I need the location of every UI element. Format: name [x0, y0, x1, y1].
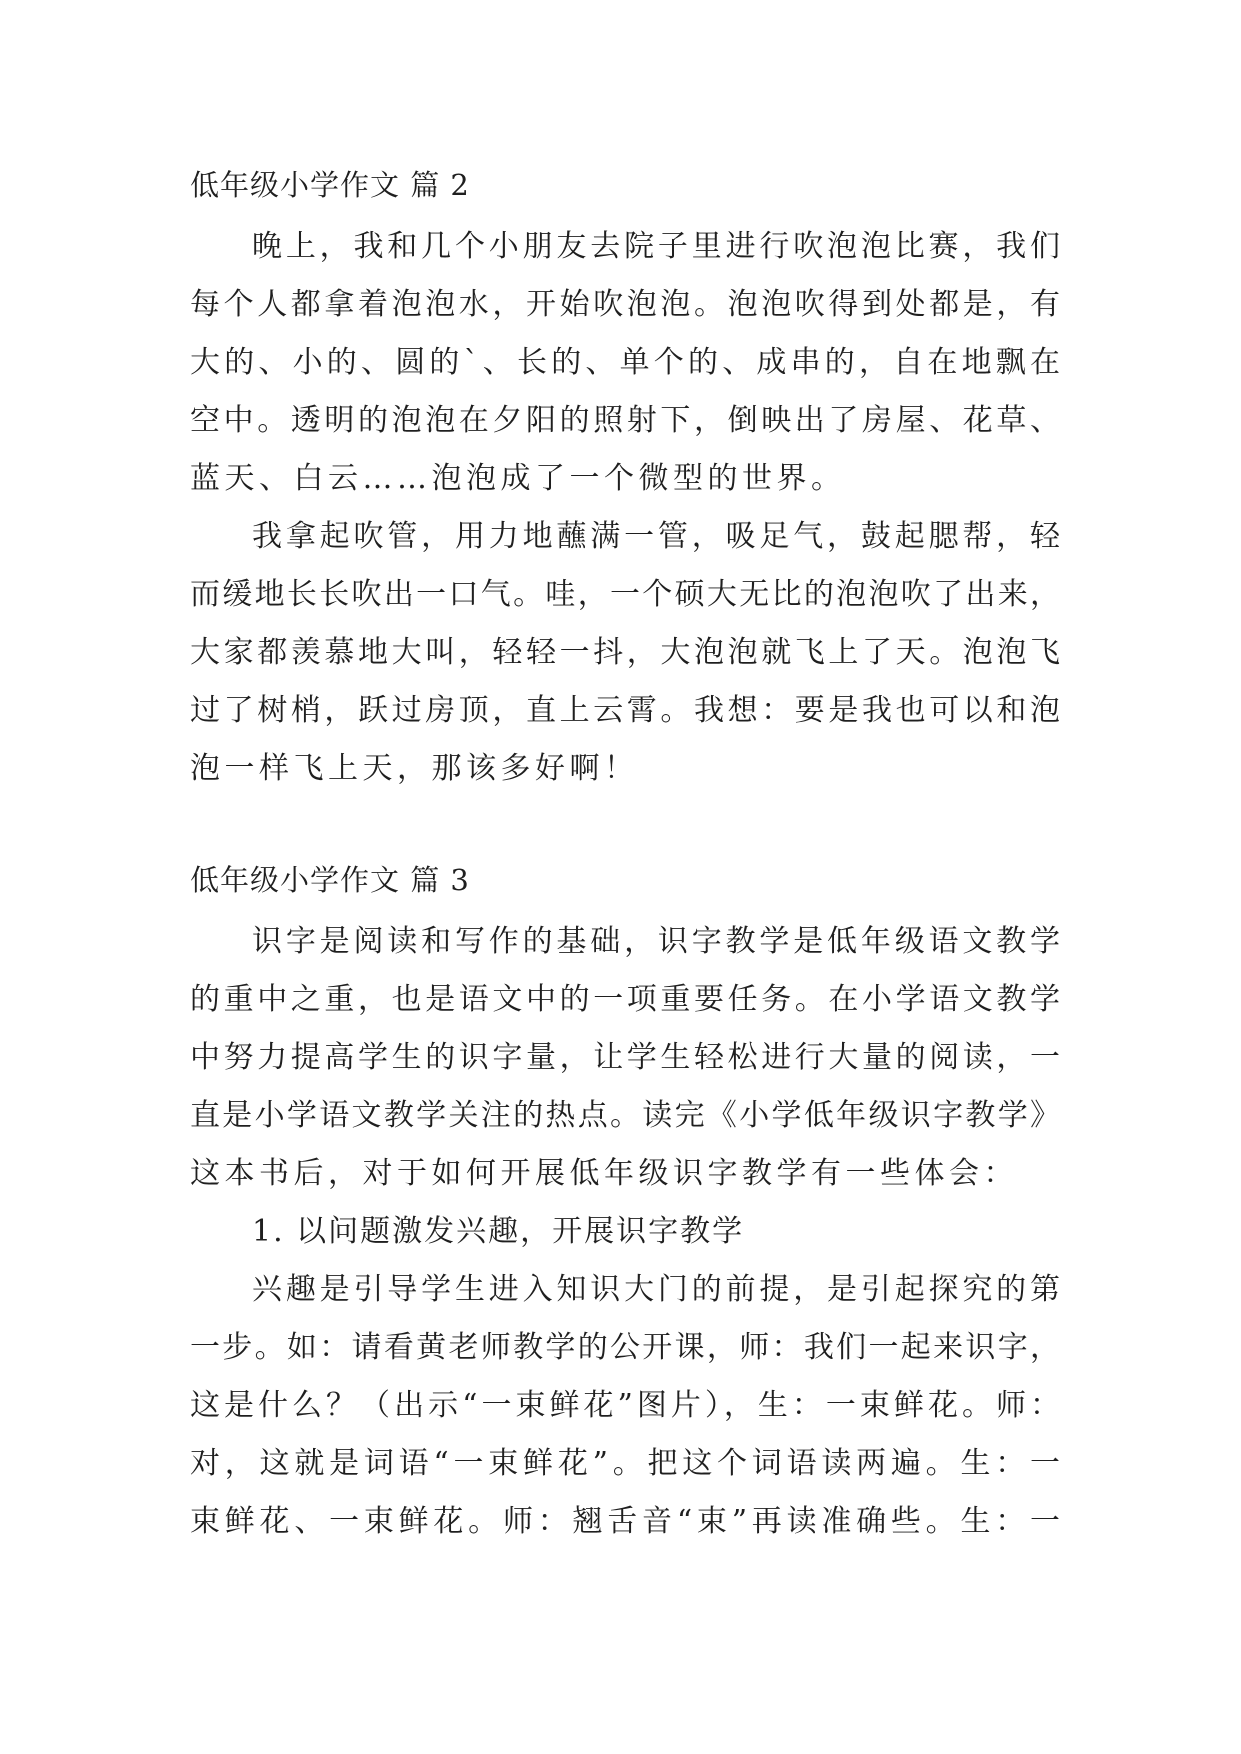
paragraph-line: 直是小学语文教学关注的热点。读完《小学低年级识字教学》 — [190, 1098, 1060, 1133]
paragraph-line: 束鲜花、一束鲜花。师：翘舌音“束”再读准确些。生：一 — [190, 1504, 1060, 1539]
paragraph-line: 兴趣是引导学生进入知识大门的前提，是引起探究的第 — [252, 1272, 1060, 1307]
paragraph-line: 而缓地长长吹出一口气。哇，一个硕大无比的泡泡吹了出来， — [190, 577, 1060, 612]
paragraph-line: 每个人都拿着泡泡水，开始吹泡泡。泡泡吹得到处都是，有 — [190, 287, 1060, 322]
paragraph-line: 晚上，我和几个小朋友去院子里进行吹泡泡比赛，我们 — [252, 229, 1060, 264]
paragraph-line: 蓝天、白云……泡泡成了一个微型的世界。 — [190, 461, 846, 496]
paragraph-line: 对，这就是词语“一束鲜花”。把这个词语读两遍。生：一 — [190, 1446, 1060, 1481]
essay-heading: 低年级小学作文 篇 3 — [190, 863, 470, 897]
paragraph-line: 空中。透明的泡泡在夕阳的照射下，倒映出了房屋、花草、 — [190, 403, 1060, 438]
paragraph-line: 过了树梢，跃过房顶，直上云霄。我想：要是我也可以和泡 — [190, 693, 1060, 728]
paragraph — [190, 218, 1060, 508]
paragraph-line: 识字是阅读和写作的基础，识字教学是低年级语文教学 — [252, 924, 1060, 959]
paragraph — [190, 1261, 1060, 1551]
paragraph-line: 大家都羡慕地大叫，轻轻一抖，大泡泡就飞上了天。泡泡飞 — [190, 635, 1060, 670]
paragraph-line: 的重中之重，也是语文中的一项重要任务。在小学语文教学 — [190, 982, 1060, 1017]
paragraph-line: 这本书后，对于如何开展低年级识字教学有一些体会： — [190, 1156, 1018, 1191]
paragraph — [190, 913, 1060, 1203]
paragraph — [190, 508, 1060, 798]
paragraph-line: 泡一样飞上天，那该多好啊！ — [190, 751, 639, 786]
essay-section-2 — [190, 165, 1060, 798]
paragraph-line: 一步。如：请看黄老师教学的公开课，师：我们一起来识字， — [190, 1330, 1060, 1365]
essay-heading: 低年级小学作文 篇 2 — [190, 168, 470, 202]
paragraph-line: 我拿起吹管，用力地蘸满一管，吸足气，鼓起腮帮，轻 — [252, 519, 1060, 554]
subheading-paragraph — [190, 1203, 1060, 1261]
paragraph-line: 大的、小的、圆的`、长的、单个的、成串的，自在地飘在 — [190, 345, 1060, 380]
paragraph-line: 中努力提高学生的识字量，让学生轻松进行大量的阅读，一 — [190, 1040, 1060, 1075]
numbered-subheading: 1. 以问题激发兴趣，开展识字教学 — [252, 1214, 745, 1249]
paragraph-line: 这是什么？（出示“一束鲜花”图片），生：一束鲜花。师： — [190, 1388, 1060, 1423]
essay-section-3 — [190, 860, 1060, 1551]
